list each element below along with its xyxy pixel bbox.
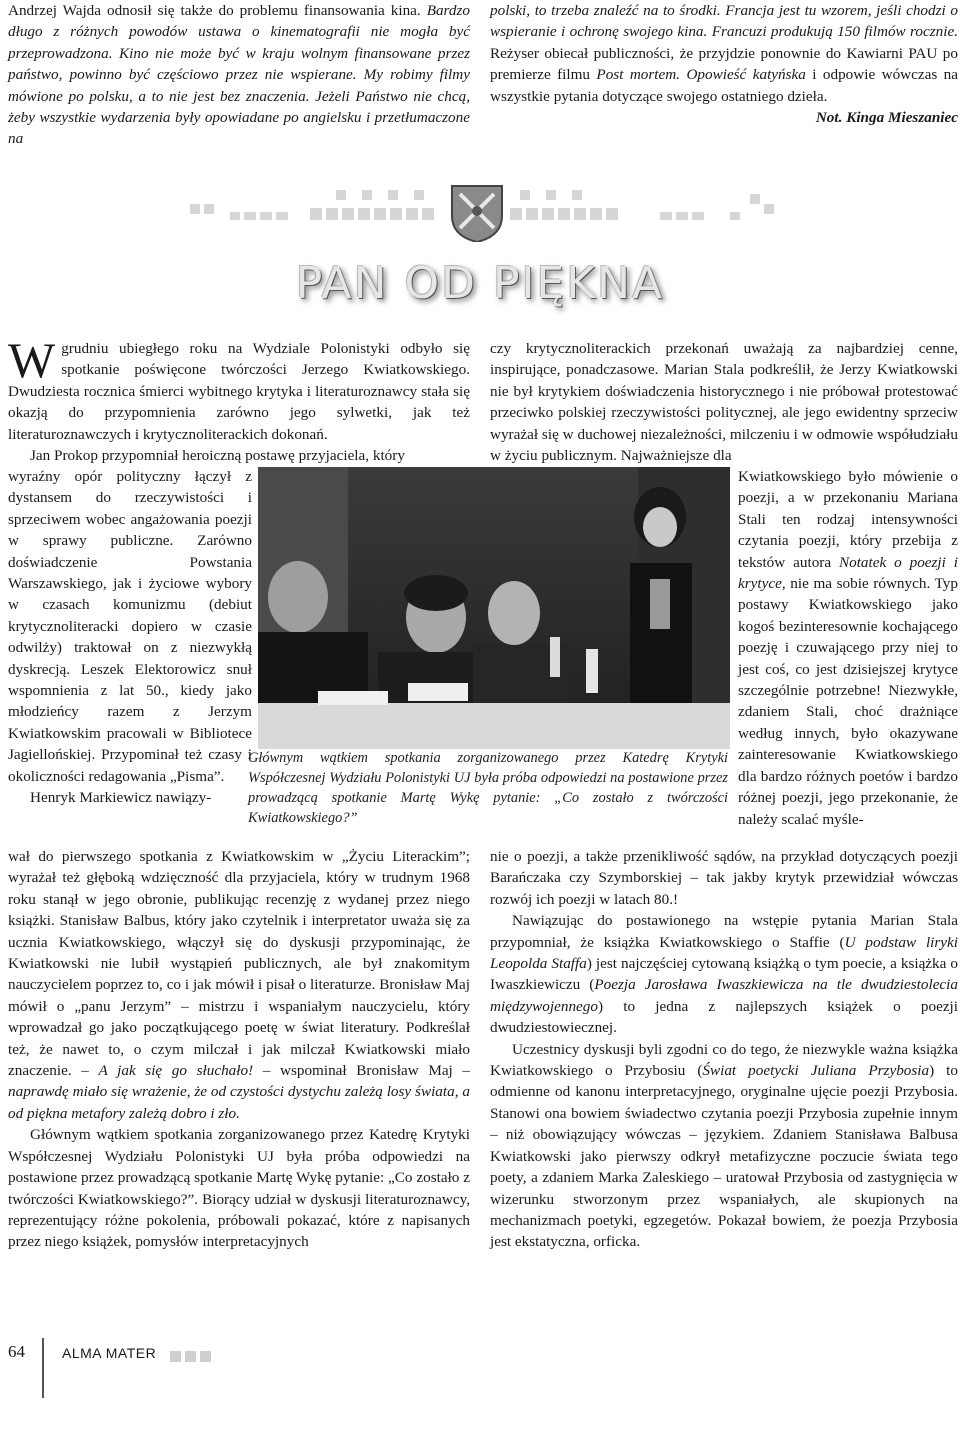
right-wrap-column <box>738 466 958 830</box>
book-title-staff: U podstaw liryki Leopolda Staffa <box>490 933 958 973</box>
paragraph-prokop-start: Jan Prokop przypomniał heroiczną postawę przyjaciela, który <box>30 447 405 465</box>
left-column-lower <box>8 846 470 1253</box>
paragraph-stala-start: czy krytycznoliterackich przekonań uważają za najbardziej cenne, inspirujące, ponadczasowe. Marian Stala podkreślił, że Jerzy Kwiatkowski nie był krytykiem doświadczenia historycznego i nie próbował protestować przeciwko polskiej rzeczywistości politycznej, ale jego ewidentny sprzeciw wyrażał się w duchowej niezależności, milczeniu i w odmowie współudziału w życiu publicznym. Najważniejsze dla <box>490 340 958 465</box>
right-column-lower <box>490 846 958 1253</box>
staff-text-a: Nawiązując do postawionego na wstępie pytania Marian Stala przypomniał, że książka Kwiatkowskiego o Staffie ( <box>490 912 958 951</box>
prev-quote-3: polski, to trzeba znaleźć na to środki. Francja jest tu wzorem, jeśli chodzi o wspieranie i ochronę swojego kina. Francuzi produkują 150 filmów rocznie. <box>490 2 958 41</box>
prev-text-1: Andrzej Wajda odnosił się także do problemu finansowania kina. <box>8 2 421 19</box>
maj-quote-2: naprawdę miało się wrażenie, że od czystości dystychu zależą losy świata, a od piękna metafory zależą dobro i zło. <box>8 1083 470 1122</box>
prev-quote-2: My robimy filmy mówione po polsku, a to nie jest bez znaczenia. Jeżeli Państwo nie chcą, żeby wszystkie wydarzenia były opowiadane po angielsku i przetłumaczone na <box>8 66 470 148</box>
prev-film-title-1: Post mortem. <box>596 66 681 84</box>
stala-text-b: nie ma sobie równych. Typ postawy Kwiatkowskiego jako kogoś bezinteresownie kochającego poezję i czuwającego przy niej to jest coś, co jest dzisiejszej krytyce szczególnie potrzebne! Niezwykłe, zdaniem Stali, choć drażniące według innych, było okazywane zainteresowanie Kwiatkowskiego dla bardzo różnych poetów i bardzo różnej poezji, jego przekonanie, że należy scalać myśle- <box>738 575 958 828</box>
signature: Not. Kinga Mieszaniec <box>815 109 958 127</box>
staff-text-c: ) to jedna z najlepszych książek o poezji dwudziestowiecznej. <box>490 997 958 1037</box>
magazine-name: ALMA MATER <box>62 1345 157 1361</box>
staff-text-b: ) jest najczęściej cytowaną książką o tym poecie, a książka o Iwaszkiewiczu ( <box>490 955 958 994</box>
paragraph-markiewicz-rest: wał do pierwszego spotkania z Kwiatkowskim w „Życiu Literackim”; wyrażał też głęboką wdzięczność dla przyjaciela, który w trudnym 1968 roku stanął w jego obronie, publikując recenzję z wydanej przez niego książki. Stanisław Balbus, który jako czytelnik i interpretator uważa się za ucznia Kwiatkowskiego, włączył się do dyskusji przypominając, że Kwiatkowski nie lubił wystąpień publicznych, ale był znakomitym nauczycielem poprzez to, co i jak mówił i pisał o literaturze. Bronisław Maj mówił o „panu Jerzym” – mistrzu i wspaniałym nauczycielu, który wprowadzał go jako początkującego poetę w świat literatury. Podkreślał też, że nawet to, o czym milczał i jak milczał Kwiatkowski miało znaczenie. – <box>8 848 470 1080</box>
footer-decoration <box>170 1349 215 1367</box>
article-title: PAN OD PIĘKNA <box>295 258 665 309</box>
paragraph-prokop-wrap: wyraźny opór polityczny łączył z dystansem do rzeczywistości i sprzeciwem wobec angażowania poezji w sprawy publiczne. Zarówno doświadczenie Powstania Warszawskiego, jak i życiowe wybory w czasach komunizmu (debiut krytycznoliteracki dopiero w czasie odwilży) traktował on z niezwykłą dyskrecją. Leszek Elektorowicz snuł wspomnienia z lat 50., kiedy jako młodzieńcy razem z Jerzym Kwiatkowskim pracowali w Bibliotece Jagiellońskiej. Przypominał też czasy i okoliczności redagowania „Pisma”. <box>8 468 252 785</box>
przybos-text-a: Uczestnicy dyskusji byli zgodni co do tego, że niezwykle ważna książka Kwiatkowskiego o Przybosiu ( <box>490 1040 958 1080</box>
photo-caption: Głównym wątkiem spotkania zorganizowanego przez Katedrę Krytyki Współczesnej Wydziału Polonistyki UJ była próba odpowiedzi na postawione przez prowadzącą spotkanie Martę Wykę pytanie: „Co zostało z twórczości Kwiatkowskiego?” <box>248 750 728 826</box>
book-title-iwaszkiewicz: Poezja Jarosława Iwaszkiewicza na tle dwudziestolecia międzywojennego <box>490 976 958 1015</box>
paragraph-main-theme: Głównym wątkiem spotkania zorganizowanego przez Katedrę Krytyki Współczesnej Wydziału Polonistyki UJ była próba odpowiedzi na postawione przez prowadzącą spotkanie Martę Wykę pytanie: „Co zostało z twórczości Kwiatkowskiego?”. Biorący udział w dyskusji literaturoznawcy, reprezentujący różne pokolenia, próbowali pokazać, które z napisanych przez niego książek, pomysłów interpretacyjnych <box>8 1126 470 1251</box>
prev-text-2: Reżyser obiecał publiczności, że przyjdzie ponownie do Kawiarni PAU po premierze filmu <box>490 44 958 84</box>
prev-quote-1: Bardzo długo z różnych powodów ustawa o kinematografii nie mogła być przeprowadzona. <box>8 2 471 62</box>
decorative-divider <box>190 182 775 242</box>
prev-film-title-2: Opowieść katyńska <box>686 66 806 84</box>
maj-attribution: – wspominał Bronisław Maj – <box>262 1062 470 1080</box>
maj-quote-1: A jak się go słuchało! <box>98 1062 254 1080</box>
stala-text-a: Kwiatkowskiego było mówienie o poezji, a w przekonaniu Mariana Stali ten rodzaj intensywności czytania poezji, który przebija z tekstów autora <box>738 468 958 571</box>
coat-of-arms-icon <box>452 186 502 242</box>
footer-divider <box>42 1338 44 1398</box>
drop-cap: W <box>8 332 56 388</box>
przybos-text-b: ) to odmienne od kanonu interpretacyjnego, oryginalne ujęcie poezji Przybosia. Stanowi ona bowiem świadectwo czytania poezji Przybosia zupełnie innym – niż obowiązujący wówczas – językiem. Zdaniem Stanisława Balbusa Kwiatkowski jako pierwszy odkrył metafizyczne poczucie świata tego poety, a zdaniem Marka Zaleskiego – uratował Przybosia od zastygnięcia w wizerunku stworzonym przez wspaniałych, ale skupionych na mechanizmach poetyki, egzegetów. Pokazał bowiem, że poezja Przybosia jest ekstatyczna, orficka. <box>490 1062 959 1251</box>
event-photo <box>258 467 730 749</box>
previous-article-left-column <box>8 0 470 150</box>
article-lead-left <box>8 332 470 466</box>
page-number: 64 <box>8 1342 25 1361</box>
prev-text-3: i odpowie wówczas na wszystkie pytania dotyczące swojego ostatniego dzieła. <box>490 66 959 105</box>
lead-paragraph: grudniu ubiegłego roku na Wydziale Polonistyki odbyło się spotkanie poświęcone twórczości Jerzego Kwiatkowskiego. Dwudziesta rocznica śmierci wybitnego krytyka i literaturoznawcy stała się okazją do przypomnienia zarówno jego sylwetki, jak też literaturoznawczych i krytycznoliterackich dokonań. <box>8 340 470 443</box>
paragraph-stala-end: nie o poezji, a także przenikliwość sądów, na przykład dotyczących poezji Barańczaka czy Szymborskiej – tak jakby krytyk przewidział wówczas rozwój ich poezji w latach 80.! <box>490 848 958 908</box>
left-wrap-column <box>8 466 252 809</box>
previous-article-right-column <box>490 0 958 128</box>
book-title-przybos: Świat poetycki Juliana Przybosia <box>702 1062 930 1080</box>
paragraph-markiewicz-start: Henryk Markiewicz nawiązy- <box>30 789 212 807</box>
book-title-notatki: Notatek o poezji i krytyce, <box>738 553 958 593</box>
prev-quote-1b: Kino nie może być w kraju wolnym finansowane przez państwo, powinno być częściowo przez nie wspierane. <box>8 44 471 84</box>
article-right-top <box>490 338 958 466</box>
